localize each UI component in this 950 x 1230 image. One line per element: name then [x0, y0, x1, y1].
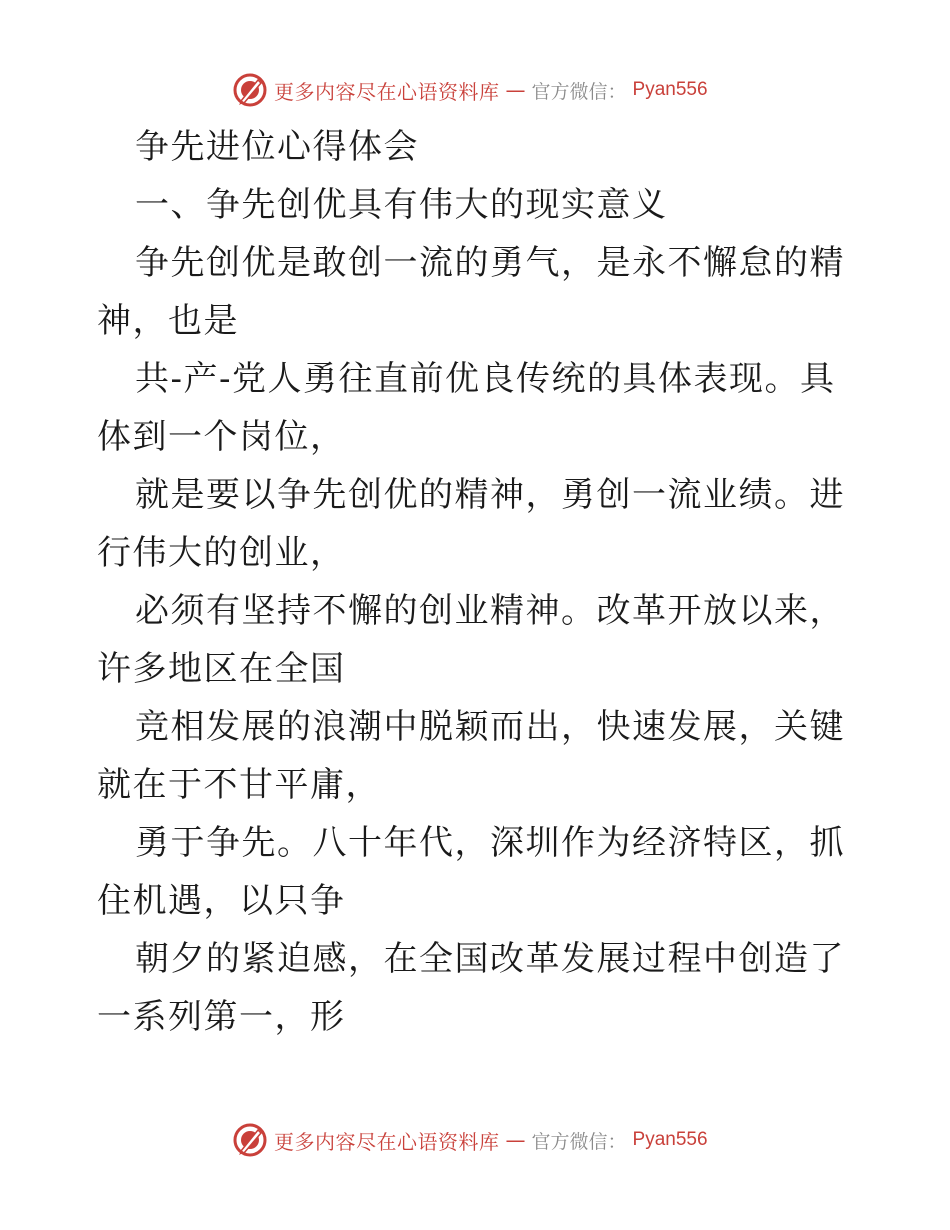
banner-main-text: 更多内容尽在心语资料库	[274, 1129, 500, 1154]
paragraph: 就是要以争先创优的精神，勇创一流业绩。进行伟大的创业，	[97, 475, 845, 573]
paragraph: 朝夕的紧迫感，在全国改革发展过程中创造了一系列第一，形	[97, 939, 845, 1037]
banner-dash: —	[505, 78, 526, 102]
banner-wechat-id: Pyan556	[632, 79, 708, 100]
banner-wechat-id: Pyan556	[632, 1129, 708, 1150]
paragraph: 竞相发展的浪潮中脱颖而出，快速发展，关键就在于不甘平庸，	[97, 707, 845, 805]
paragraph: 勇于争先。八十年代，深圳作为经济特区，抓住机遇，以只争	[97, 823, 845, 921]
header-watermark	[232, 70, 708, 110]
banner-main-text: 更多内容尽在心语资料库	[274, 79, 500, 104]
document-body	[97, 118, 857, 1046]
paragraph: 必须有坚持不懈的创业精神。改革开放以来，许多地区在全国	[97, 591, 845, 689]
banner-wechat-label: 官方微信：	[531, 1130, 627, 1153]
footer-watermark	[232, 1120, 708, 1160]
paragraph: 共-产-党人勇往直前优良传统的具体表现。具体到一个岗位，	[97, 359, 836, 457]
section-heading: 一、争先创优具有伟大的现实意义	[135, 185, 668, 225]
pen-logo-icon	[232, 72, 268, 108]
paragraph: 争先创优是敢创一流的勇气，是永不懈怠的精神，也是	[97, 243, 845, 341]
banner-dash: —	[505, 1128, 526, 1152]
banner-wechat-label: 官方微信：	[531, 80, 627, 103]
pen-logo-icon	[232, 1122, 268, 1158]
document-title: 争先进位心得体会	[135, 127, 419, 167]
